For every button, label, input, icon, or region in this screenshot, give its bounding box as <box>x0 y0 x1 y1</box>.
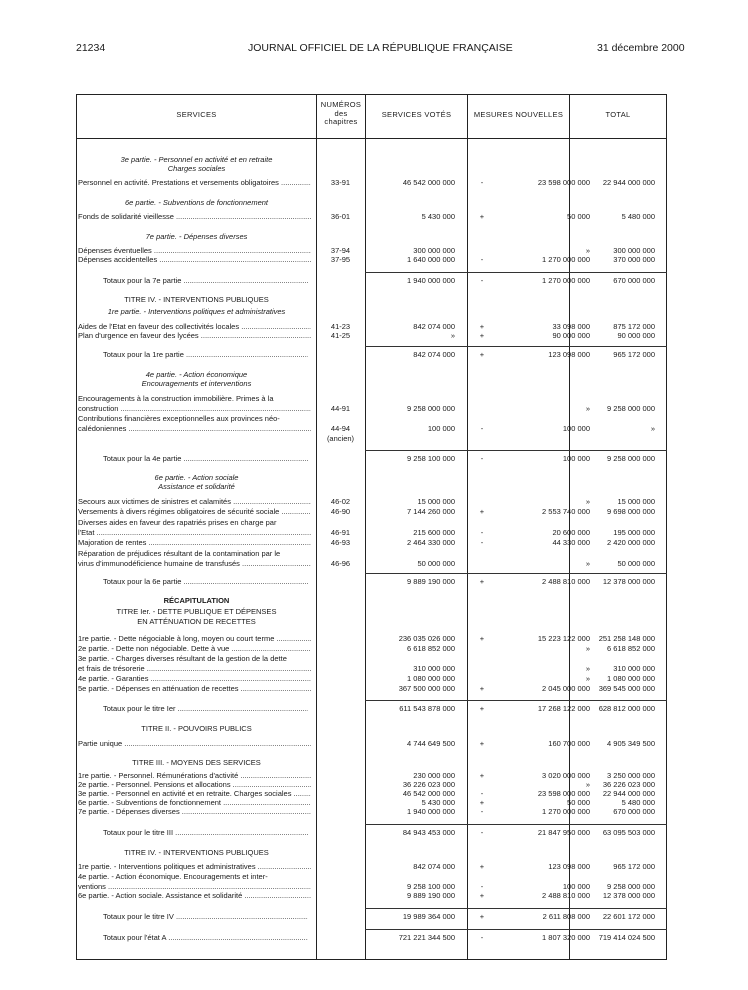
row-label: Dépenses accidentelles ..... <box>78 255 311 264</box>
table-row <box>77 891 666 900</box>
section-heading <box>77 379 666 388</box>
mesures-sign: - <box>480 454 484 463</box>
mesures-nouvelles-value: 123 098 000 <box>548 862 590 871</box>
mesures-nouvelles-value: » <box>585 559 590 568</box>
section-heading <box>77 473 666 482</box>
row-label: construction ..... <box>78 404 311 413</box>
mesures-nouvelles-value: 23 598 000 000 <box>537 789 590 798</box>
row-label: et frais de trésorerie ..... <box>78 664 311 673</box>
mesures-nouvelles-value: » <box>585 246 590 255</box>
mesures-sign: + <box>479 891 485 900</box>
table-row <box>77 862 666 871</box>
total-row <box>77 454 666 463</box>
total-rule <box>365 573 467 574</box>
mesures-sign: + <box>479 739 485 748</box>
total-rule <box>467 573 569 574</box>
mesures-nouvelles-value: » <box>585 674 590 683</box>
section-heading <box>77 607 666 616</box>
total-rule <box>467 908 569 909</box>
row-label: ventions ..... <box>78 882 311 891</box>
chapter-number: 44-94 <box>330 424 351 433</box>
total-rule <box>467 450 569 451</box>
mesures-sign: + <box>479 212 485 221</box>
total-rule <box>365 272 467 273</box>
total-value: 369 545 000 000 <box>598 684 655 693</box>
total-rule <box>365 700 467 701</box>
table-row <box>77 771 666 780</box>
total-rule <box>569 929 667 930</box>
votes-header: SERVICES VOTÉS <box>381 110 452 119</box>
row-label: Totaux pour la 7e partie ..... <box>103 276 308 285</box>
total-rule <box>569 908 667 909</box>
table-row <box>77 212 666 221</box>
services-votes-value: 842 074 000 <box>413 322 455 331</box>
section-title: Charges sociales <box>167 164 226 173</box>
total-value: 2 420 000 000 <box>607 538 655 547</box>
chapter-number: 41-25 <box>330 331 351 340</box>
row-label: Versements à divers régimes obligatoires de sécurité sociale ..... <box>78 507 311 516</box>
total-value: 965 172 000 <box>613 862 655 871</box>
services-votes-value: 19 989 364 000 <box>402 912 455 921</box>
row-label: virus d'immunodéficience humaine de transfusés ..... <box>78 559 311 568</box>
section-heading <box>77 758 666 767</box>
total-row <box>77 933 666 942</box>
row-label: 7e partie. - Dépenses diverses ..... <box>78 807 311 816</box>
services-votes-value: 9 258 100 000 <box>407 882 455 891</box>
table-row <box>77 414 666 423</box>
total-value: 12 378 000 000 <box>602 891 655 900</box>
total-value: 370 000 000 <box>613 255 655 264</box>
row-label: Totaux pour le titre Ier ..... <box>103 704 308 713</box>
mesures-nouvelles-value: 15 223 122 000 <box>537 634 590 643</box>
mesures-nouvelles-value: 2 553 740 000 <box>542 507 590 516</box>
total-value: 4 905 349 500 <box>607 739 655 748</box>
table-row <box>77 434 666 443</box>
table-row <box>77 394 666 403</box>
mesures-nouvelles-value: » <box>585 664 590 673</box>
section-heading <box>77 617 666 626</box>
chapter-number: 46-96 <box>330 559 351 568</box>
total-value: 9 258 000 000 <box>607 454 655 463</box>
total-value: » <box>650 424 655 433</box>
mesures-nouvelles-value: 23 598 000 000 <box>537 178 590 187</box>
table-row <box>77 654 666 663</box>
row-label: Encouragements à la construction immobilière. Primes à la <box>78 394 274 403</box>
table-row <box>77 684 666 693</box>
row-label: 1re partie. - Interventions politiques et administratives ..... <box>78 862 311 871</box>
mesures-nouvelles-value: 50 000 <box>567 798 590 807</box>
services-votes-value: 46 542 000 000 <box>402 789 455 798</box>
mesures-nouvelles-value: 2 488 810 000 <box>542 577 590 586</box>
chapter-number: 41-23 <box>330 322 351 331</box>
section-heading <box>77 848 666 857</box>
total-rule <box>365 450 467 451</box>
row-label: 3e partie. - Personnel en activité et en retraite. Charges sociales ..... <box>78 789 311 798</box>
total-rule <box>569 700 667 701</box>
total-rule <box>569 824 667 825</box>
section-heading <box>77 198 666 207</box>
total-value: 310 000 000 <box>613 664 655 673</box>
total-value: 22 944 000 000 <box>602 789 655 798</box>
services-votes-value: 842 074 000 <box>413 350 455 359</box>
services-votes-value: 7 144 260 000 <box>407 507 455 516</box>
section-title: TITRE II. - POUVOIRS PUBLICS <box>141 724 252 733</box>
total-row <box>77 828 666 837</box>
chapter-number: 37-94 <box>330 246 351 255</box>
table-row <box>77 538 666 547</box>
total-value: 5 480 000 <box>621 798 655 807</box>
total-value: 300 000 000 <box>613 246 655 255</box>
mesures-sign: - <box>480 789 484 798</box>
services-votes-value: 611 543 878 000 <box>399 704 455 713</box>
mesures-nouvelles-value: 2 045 000 000 <box>542 684 590 693</box>
mesures-nouvelles-value: 1 270 000 000 <box>542 807 590 816</box>
mesures-sign: - <box>480 882 484 891</box>
section-title: EN ATTÉNUATION DE RECETTES <box>137 617 256 626</box>
table-row <box>77 246 666 255</box>
total-value: 3 250 000 000 <box>607 771 655 780</box>
table-row <box>77 518 666 527</box>
row-label: Totaux pour le titre III ..... <box>103 828 308 837</box>
page-number: 21234 <box>76 42 106 54</box>
row-label: calédoniennes ..... <box>78 424 311 433</box>
total-rule <box>569 450 667 451</box>
chapter-number: 46-93 <box>330 538 351 547</box>
row-label: Secours aux victimes de sinistres et calamités ..... <box>78 497 311 506</box>
mesures-sign: + <box>479 798 485 807</box>
table-row <box>77 739 666 748</box>
total-value: 875 172 000 <box>613 322 655 331</box>
total-rule <box>467 272 569 273</box>
mesures-sign: + <box>479 771 485 780</box>
section-title: 3e partie. - Personnel en activité et en retraite <box>120 155 273 164</box>
table-row <box>77 664 666 673</box>
mesures-nouvelles-value: 44 330 000 <box>552 538 590 547</box>
services-votes-value: 46 542 000 000 <box>402 178 455 187</box>
total-value: 9 258 000 000 <box>607 404 655 413</box>
mesures-sign: - <box>480 255 484 264</box>
row-label: 2e partie. - Dette non négociable. Dette à vue ..... <box>78 644 311 653</box>
mesures-nouvelles-value: 2 488 810 000 <box>542 891 590 900</box>
table-row <box>77 798 666 807</box>
table-row <box>77 178 666 187</box>
total-value: 670 000 000 <box>613 276 655 285</box>
section-title: TITRE Ier. - DETTE PUBLIQUE ET DÉPENSES <box>116 607 277 616</box>
table-row <box>77 807 666 816</box>
mesures-nouvelles-value: 1 807 320 000 <box>542 933 590 942</box>
mesures-sign: - <box>480 828 484 837</box>
table-row <box>77 255 666 264</box>
total-rule <box>467 824 569 825</box>
row-label: 2e partie. - Personnel. Pensions et allocations ..... <box>78 780 311 789</box>
services-votes-value: 9 889 190 000 <box>407 577 455 586</box>
services-votes-value: 215 600 000 <box>413 528 455 537</box>
total-value: 9 258 000 000 <box>607 882 655 891</box>
mesures-sign: + <box>479 634 485 643</box>
total-rule <box>569 272 667 273</box>
total-rule <box>569 346 667 347</box>
mesures-nouvelles-value: 50 000 <box>567 212 590 221</box>
row-label: 4e partie. - Garanties ..... <box>78 674 311 683</box>
services-votes-value: 1 640 000 000 <box>407 255 455 264</box>
services-votes-value: 84 943 453 000 <box>402 828 455 837</box>
mesures-sign: + <box>479 684 485 693</box>
mesures-nouvelles-value: 21 847 950 000 <box>537 828 590 837</box>
chapter-number: (ancien) <box>326 434 355 443</box>
total-value: 965 172 000 <box>613 350 655 359</box>
services-votes-value: 367 500 000 000 <box>398 684 455 693</box>
mesures-nouvelles-value: 33 098 000 <box>552 322 590 331</box>
mesures-sign: - <box>480 807 484 816</box>
mesures-nouvelles-value: 160 700 000 <box>548 739 590 748</box>
row-label: 1re partie. - Personnel. Rémunérations d'activité ..... <box>78 771 311 780</box>
total-value: 22 601 172 000 <box>602 912 655 921</box>
services-votes-value: 9 258 000 000 <box>407 404 455 413</box>
mesures-header: MESURES NOUVELLES <box>473 110 564 119</box>
total-value: 50 000 000 <box>617 559 655 568</box>
mesures-sign: + <box>479 704 485 713</box>
total-value: 719 414 024 500 <box>598 933 655 942</box>
table-row <box>77 549 666 558</box>
row-label: Totaux pour la 6e partie ..... <box>103 577 308 586</box>
journal-title: JOURNAL OFFICIEL DE LA RÉPUBLIQUE FRANÇAISE <box>248 42 513 54</box>
mesures-nouvelles-value: 90 000 000 <box>552 331 590 340</box>
services-votes-value: 1 940 000 000 <box>407 276 455 285</box>
row-label: 6e partie. - Subventions de fonctionnement ..... <box>78 798 311 807</box>
row-label: Contributions financières exceptionnelles aux provinces néo- <box>78 414 280 423</box>
row-label: 3e partie. - Charges diverses résultant de la gestion de la dette <box>78 654 287 663</box>
chapter-numbers-header-line3: chapitres <box>324 117 358 126</box>
services-votes-value: 4 744 649 500 <box>407 739 455 748</box>
section-heading <box>77 307 666 316</box>
table-row <box>77 882 666 891</box>
services-votes-value: 842 074 000 <box>413 862 455 871</box>
section-heading <box>77 370 666 379</box>
section-heading <box>77 482 666 491</box>
services-votes-value: » <box>450 331 455 340</box>
row-label: Totaux pour la 4e partie ..... <box>103 454 308 463</box>
section-heading <box>77 596 666 605</box>
section-title: RÉCAPITULATION <box>163 596 230 605</box>
section-title: 4e partie. - Action économique <box>145 370 248 379</box>
total-value: 5 480 000 <box>621 212 655 221</box>
row-label: Réparation de préjudices résultant de la contamination par le <box>78 549 281 558</box>
total-row <box>77 912 666 921</box>
mesures-nouvelles-value: 1 270 000 000 <box>542 276 590 285</box>
total-value: 195 000 000 <box>613 528 655 537</box>
services-votes-value: 5 430 000 <box>421 212 455 221</box>
services-votes-value: 100 000 <box>427 424 455 433</box>
issue-date: 31 décembre 2000 <box>597 42 685 54</box>
mesures-sign: - <box>480 178 484 187</box>
total-row <box>77 577 666 586</box>
mesures-nouvelles-value: 100 000 <box>562 454 590 463</box>
total-row <box>77 276 666 285</box>
mesures-sign: - <box>480 528 484 537</box>
section-heading <box>77 232 666 241</box>
row-label: Dépenses éventuelles ..... <box>78 246 311 255</box>
table-row <box>77 322 666 331</box>
row-label: Partie unique ..... <box>78 739 311 748</box>
mesures-nouvelles-value: 100 000 <box>562 882 590 891</box>
section-title: TITRE III. - MOYENS DES SERVICES <box>132 758 261 767</box>
mesures-nouvelles-value: 123 098 000 <box>548 350 590 359</box>
row-label: Majoration de rentes ..... <box>78 538 311 547</box>
section-heading <box>77 164 666 173</box>
chapter-number: 37-95 <box>330 255 351 264</box>
total-rule <box>365 824 467 825</box>
services-votes-value: 5 430 000 <box>421 798 455 807</box>
services-votes-value: 1 940 000 000 <box>407 807 455 816</box>
services-votes-value: 2 464 330 000 <box>407 538 455 547</box>
total-header: TOTAL <box>605 110 631 119</box>
total-row <box>77 350 666 359</box>
total-rule <box>467 700 569 701</box>
table-row <box>77 780 666 789</box>
total-value: 6 618 852 000 <box>607 644 655 653</box>
table-row <box>77 528 666 537</box>
row-label: Personnel en activité. Prestations et versements obligatoires ..... <box>78 178 311 187</box>
mesures-nouvelles-value: 1 270 000 000 <box>542 255 590 264</box>
row-label: Plan d'urgence en faveur des lycées ..... <box>78 331 311 340</box>
services-votes-value: 721 221 344 500 <box>398 933 455 942</box>
mesures-sign: + <box>479 577 485 586</box>
row-label: Aides de l'Etat en faveur des collectivités locales ..... <box>78 322 311 331</box>
mesures-nouvelles-value: 20 600 000 <box>552 528 590 537</box>
total-value: 12 378 000 000 <box>602 577 655 586</box>
chapter-number: 46-02 <box>330 497 351 506</box>
row-label: Totaux pour la 1re partie ..... <box>103 350 308 359</box>
total-value: 1 080 000 000 <box>607 674 655 683</box>
total-value: 628 812 000 000 <box>598 704 655 713</box>
services-votes-value: 15 000 000 <box>417 497 455 506</box>
row-label: Totaux pour le titre IV ..... <box>103 912 308 921</box>
total-value: 22 944 000 000 <box>602 178 655 187</box>
chapter-number: 46-90 <box>330 507 351 516</box>
services-votes-value: 50 000 000 <box>417 559 455 568</box>
section-heading <box>77 155 666 164</box>
services-votes-value: 236 035 026 000 <box>398 634 455 643</box>
chapter-number: 36-01 <box>330 212 351 221</box>
mesures-sign: + <box>479 322 485 331</box>
mesures-nouvelles-value: 3 020 000 000 <box>542 771 590 780</box>
row-label: l'Etat ..... <box>78 528 311 537</box>
services-votes-value: 230 000 000 <box>413 771 455 780</box>
row-label: 5e partie. - Dépenses en atténuation de recettes ..... <box>78 684 311 693</box>
total-value: 15 000 000 <box>617 497 655 506</box>
mesures-nouvelles-value: » <box>585 404 590 413</box>
row-label: Fonds de solidarité vieillesse ..... <box>78 212 311 221</box>
row-label: Diverses aides en faveur des rapatriés prises en charge par <box>78 518 277 527</box>
services-votes-value: 300 000 000 <box>413 246 455 255</box>
section-title: TITRE IV. - INTERVENTIONS PUBLIQUES <box>124 295 269 304</box>
mesures-sign: - <box>480 424 484 433</box>
row-label: 1re partie. - Dette négociable à long, moyen ou court terme ..... <box>78 634 311 643</box>
mesures-sign: + <box>479 862 485 871</box>
services-votes-value: 6 618 852 000 <box>407 644 455 653</box>
mesures-sign: + <box>479 350 485 359</box>
table-row <box>77 424 666 433</box>
mesures-sign: + <box>479 507 485 516</box>
row-label: 6e partie. - Action sociale. Assistance et solidarité ..... <box>78 891 311 900</box>
total-value: 670 000 000 <box>613 807 655 816</box>
total-rule <box>365 929 467 930</box>
mesures-sign: - <box>480 538 484 547</box>
mesures-sign: - <box>480 933 484 942</box>
services-votes-value: 36 226 023 000 <box>402 780 455 789</box>
total-rule <box>365 908 467 909</box>
total-value: 251 258 148 000 <box>598 634 655 643</box>
chapter-number: 33-91 <box>330 178 351 187</box>
total-rule <box>365 346 467 347</box>
row-label: 4e partie. - Action économique. Encouragements et inter- <box>78 872 268 881</box>
table-row <box>77 789 666 798</box>
section-title: 6e partie. - Subventions de fonctionnement <box>124 198 268 207</box>
section-title: 1re partie. - Interventions politiques et administratives <box>107 307 286 316</box>
table-row <box>77 331 666 340</box>
section-title: TITRE IV. - INTERVENTIONS PUBLIQUES <box>124 848 269 857</box>
section-title: Assistance et solidarité <box>158 482 235 491</box>
row-label: Totaux pour l'état A ..... <box>103 933 308 942</box>
mesures-sign: + <box>479 912 485 921</box>
mesures-nouvelles-value: 17 268 122 000 <box>537 704 590 713</box>
total-rule <box>569 573 667 574</box>
table-row <box>77 404 666 413</box>
chapter-numbers-header-line2: des <box>334 108 348 118</box>
section-title: Encouragements et interventions <box>141 379 252 388</box>
table-row <box>77 644 666 653</box>
section-heading <box>77 724 666 733</box>
mesures-nouvelles-value: 2 611 808 000 <box>542 912 590 921</box>
mesures-nouvelles-value: 100 000 <box>562 424 590 433</box>
services-votes-value: 9 258 100 000 <box>407 454 455 463</box>
mesures-nouvelles-value: » <box>585 780 590 789</box>
chapter-numbers-header-line1: NUMÉROS <box>320 100 362 109</box>
mesures-sign: + <box>479 331 485 340</box>
chapter-numbers-header <box>317 101 365 127</box>
services-votes-value: 9 889 190 000 <box>407 891 455 900</box>
mesures-nouvelles-value: » <box>585 497 590 506</box>
total-value: 9 698 000 000 <box>607 507 655 516</box>
mesures-nouvelles-value: » <box>585 644 590 653</box>
services-votes-value: 310 000 000 <box>413 664 455 673</box>
total-row <box>77 704 666 713</box>
table-row <box>77 559 666 568</box>
chapter-number: 46-91 <box>330 528 351 537</box>
services-header: SERVICES <box>176 110 217 119</box>
services-votes-value: 1 080 000 000 <box>407 674 455 683</box>
header-divider <box>76 138 667 139</box>
table-row <box>77 634 666 643</box>
table-row <box>77 674 666 683</box>
table-row <box>77 497 666 506</box>
total-value: 63 095 503 000 <box>602 828 655 837</box>
chapter-number: 44-91 <box>330 404 351 413</box>
total-value: 36 226 023 000 <box>602 780 655 789</box>
total-value: 90 000 000 <box>617 331 655 340</box>
table-row <box>77 507 666 516</box>
mesures-sign: - <box>480 276 484 285</box>
total-rule <box>467 929 569 930</box>
section-heading <box>77 295 666 304</box>
total-rule <box>467 346 569 347</box>
section-title: 6e partie. - Action sociale <box>154 473 239 482</box>
section-title: 7e partie. - Dépenses diverses <box>145 232 248 241</box>
table-row <box>77 872 666 881</box>
